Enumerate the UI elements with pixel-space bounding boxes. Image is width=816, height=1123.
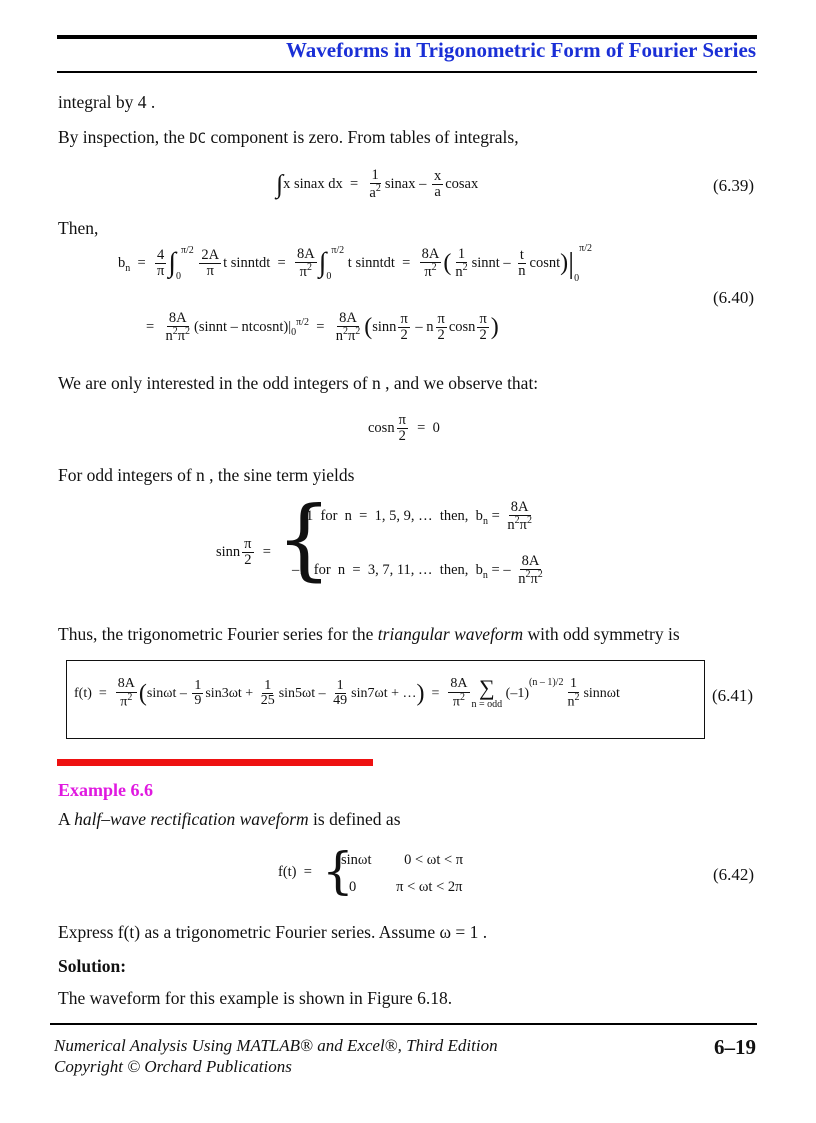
equation-number-6-41: (6.41) bbox=[712, 686, 754, 705]
footer-book-title: Numerical Analysis Using MATLAB® and Excel®, Third Edition bbox=[54, 1036, 498, 1055]
equation-6-40-line-2: = $\frac{8A}{n^2\pi^2}$ (sinnt – $ntcosnt)|_0^{\pi/2}$ = $\frac{8A}{n^2\pi^2}$ (sinn $\frac{\pi}{2}$ – n $\frac{\pi}{2}$ cosn $\frac{\pi}{2}$ ) bbox=[146, 310, 499, 345]
paragraph-integral: integral by 4 . bbox=[58, 92, 156, 112]
paragraph-sine-term: For odd integers of n , the sine term yields bbox=[58, 465, 355, 485]
equation-number-6-42: (6.42) bbox=[713, 865, 755, 884]
footer-copyright: Copyright © Orchard Publications bbox=[54, 1057, 292, 1076]
equation-6-40-line-1: $b_n$ = $\frac{4}{\pi}$ $\int_0^{\pi/2}$ $\frac{2A}{\pi}$ t sinntdt = $\frac{8A}{\pi^2}$ $\int_0^{\pi/2}$ t sinntdt = $\frac{8A}{\pi^2}$ ( $\frac{1}{n^2}$ sinnt – $\frac{t}{n}$ $cosnt)|_0^{\pi/2}$ bbox=[118, 243, 592, 284]
paragraph-thus: Thus, the trigonometric Fourier series for the triangular waveform with odd symmetry is bbox=[58, 624, 680, 644]
dc-term: DC bbox=[189, 131, 207, 147]
page-number: 6–19 bbox=[714, 1035, 756, 1059]
header-bottom-rule bbox=[57, 71, 757, 73]
paragraph-express: Express f(t) as a trigonometric Fourier series. Assume ω = 1 . bbox=[58, 922, 488, 942]
paragraph-inspection: By inspection, the DC component is zero. From tables of integrals, bbox=[58, 127, 519, 147]
left-brace: { bbox=[276, 487, 332, 590]
piecewise-brace: { bbox=[322, 842, 354, 900]
paragraph-odd-integers: We are only interested in the odd integers of n , and we observe that: bbox=[58, 373, 539, 393]
equation-sin-n-pi-2-lhs: sinn $\frac{\pi}{2}$ = bbox=[216, 536, 271, 569]
equation-6-39: ∫x sinax dx = $\frac{1}{a^2}$ sinax – $\frac{x}{a}$ cosax bbox=[276, 167, 479, 202]
equation-6-42-case-2: 0 π < ωt < 2π bbox=[349, 879, 463, 895]
example-divider-bar bbox=[57, 759, 373, 766]
solution-label: Solution: bbox=[58, 956, 127, 976]
equation-6-42-lhs: f(t) = bbox=[278, 864, 312, 880]
equation-cos-n-pi-2: cosn $\frac{\pi}{2}$ = 0 bbox=[368, 412, 440, 445]
equation-number-6-40: (6.40) bbox=[713, 288, 755, 307]
piecewise-case-2: –1 for n = 3, 7, 11, … then, $b_n$ = – $\frac{8A}{n^2\pi^2}$ bbox=[292, 553, 543, 588]
solution-text: The waveform for this example is shown in Figure 6.18. bbox=[58, 988, 453, 1008]
page-header-title: Waveforms in Trigonometric Form of Fourier Series bbox=[285, 38, 756, 62]
footer-rule bbox=[50, 1023, 757, 1025]
equation-number-6-39: (6.39) bbox=[713, 176, 755, 195]
example-intro: A half–wave rectification waveform is defined as bbox=[58, 809, 401, 829]
paragraph-then: Then, bbox=[58, 218, 99, 238]
equation-6-42-case-1: sinωt 0 < ωt < π bbox=[341, 852, 464, 868]
equation-6-41: f(t) = $\frac{8A}{\pi^2}$ (sinωt – $\frac{1}{9}$ sin3ωt + $\frac{1}{25}$ sin5ωt – $\frac{1}{49}$ sin7ωt + …) = $\frac{8A}{\pi^2}$ ∑ n = odd $(-1)^{(n - 1)/2}$ $\frac{1}{n^2}$ sinnωt bbox=[74, 675, 620, 711]
piecewise-case-1: 1 for n = 1, 5, 9, … then, $b_n$ = $\frac{8A}{n^2\pi^2}$ bbox=[306, 499, 532, 534]
example-title: Example 6.6 bbox=[58, 780, 154, 800]
